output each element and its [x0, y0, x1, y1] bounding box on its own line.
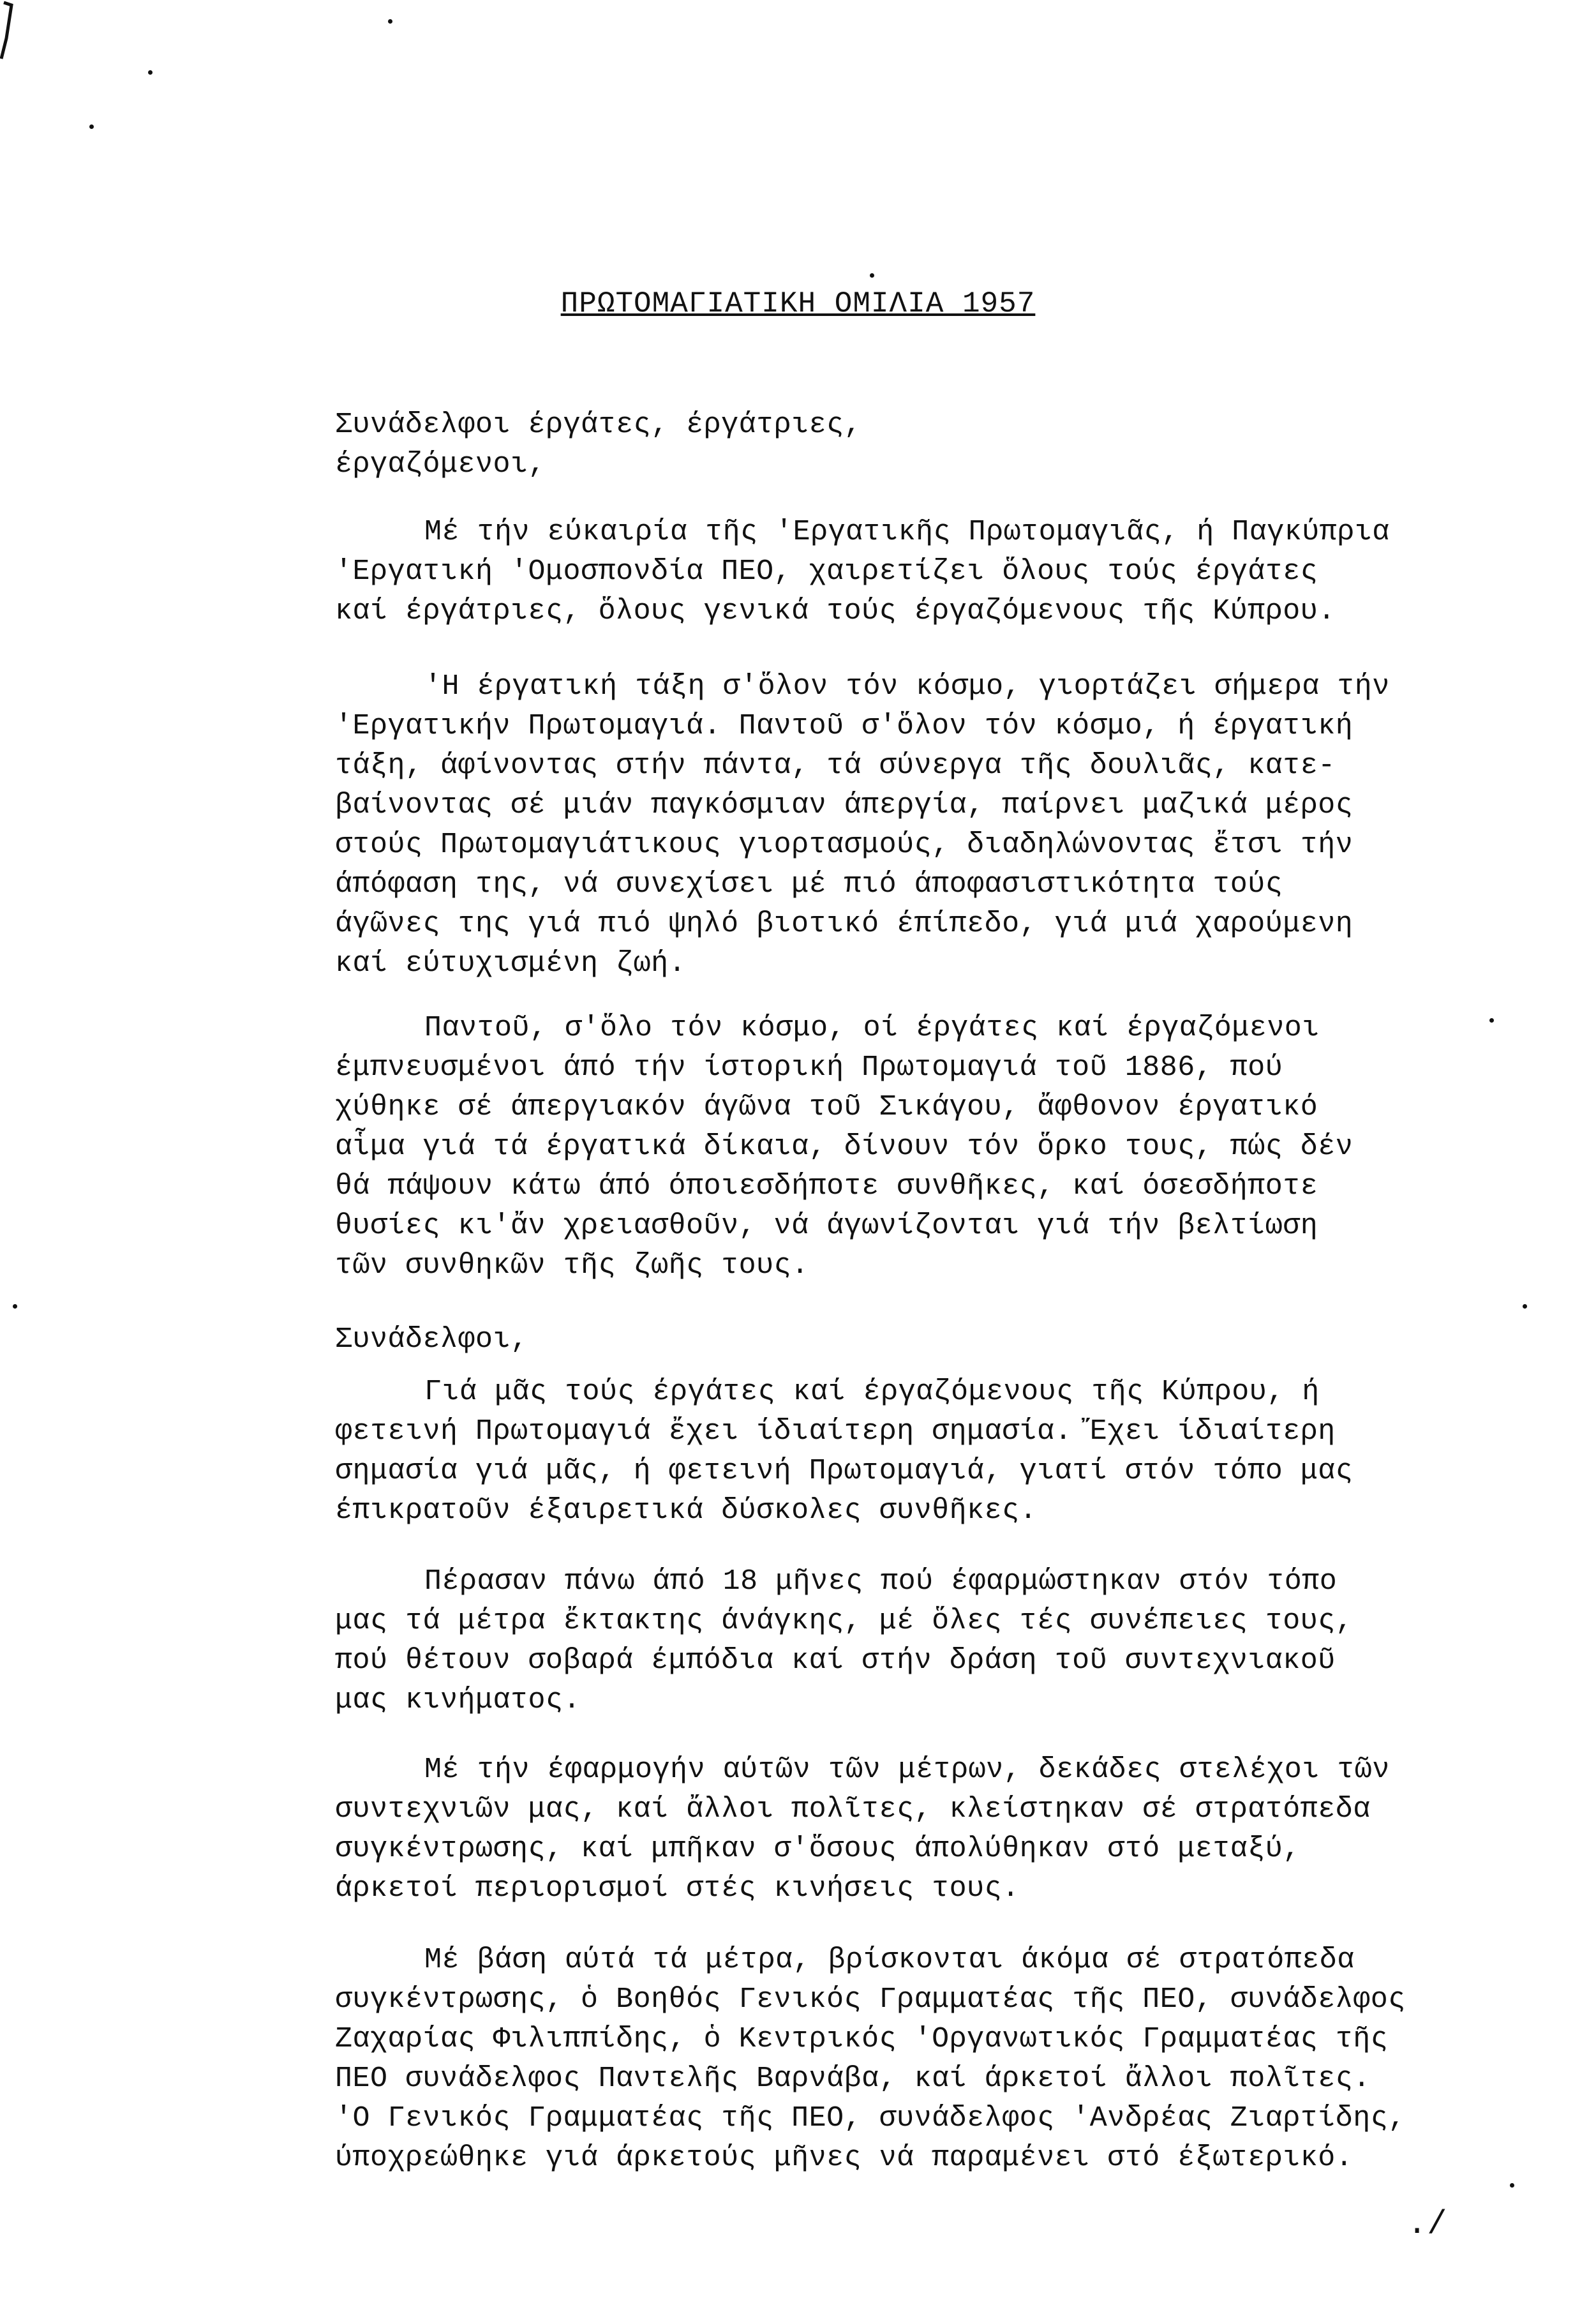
text-line: βαίνοντας σέ μιάν παγκόσμιαν άπεργία, παίρνει μαζικά μέρος	[335, 789, 1354, 822]
page-title: ΠΡΩΤΟΜΑΓΙΑΤΙΚΗ ΟΜΙΛΙΑ 1957	[560, 287, 1036, 320]
text-line: 'Ο Γενικός Γραμματέας τῆς ΠΕΟ, συνάδελφος 'Ανδρέας Ζιαρτίδης,	[335, 2102, 1406, 2135]
text-line: θά πάψουν κάτω άπό όποιεσδήποτε συνθῆκες, καί όσεσδήποτε	[335, 1170, 1318, 1203]
text-line: ΠΕΟ συνάδελφος Παντελῆς Βαρνάβα, καί άρκετοί ἄλλοι πολῖτες.	[335, 2062, 1371, 2095]
scan-speck	[1489, 1018, 1494, 1023]
text-line: πού θέτουν σοβαρά έμπόδια καί στήν δράση τοῦ συντεχνιακοῦ	[335, 1644, 1336, 1677]
text-line: 'Η έργατική τάξη σ'ὅλον τόν κόσμο, γιορτάζει σήμερα τήν	[424, 670, 1390, 703]
text-line: Μέ τήν εύκαιρία τῆς 'Εργατικῆς Πρωτομαγιᾶς, ή Παγκύπρια	[424, 516, 1390, 548]
text-line: Πέρασαν πάνω άπό 18 μῆνες πού έφαρμώστηκαν στόν τόπο	[424, 1565, 1338, 1598]
text-line: ύποχρεώθηκε γιά άρκετούς μῆνες νά παραμένει στό έξωτερικό.	[335, 2142, 1354, 2174]
scan-speck	[13, 1304, 17, 1309]
text-line: άρκετοί περιορισμοί στές κινήσεις τους.	[335, 1872, 1020, 1905]
text-line: χύθηκε σέ άπεργιακόν άγῶνα τοῦ Σικάγου, ἄφθονον έργατικό	[335, 1091, 1318, 1123]
text-line: μας τά μέτρα ἔκτακτης άνάγκης, μέ ὅλες τές συνέπειες τους,	[335, 1605, 1354, 1637]
text-line: στούς Πρωτομαγιάτικους γιορτασμούς, διαδηλώνοντας ἔτσι τήν	[335, 829, 1354, 861]
text-line: Μέ τήν έφαρμογήν αύτῶν τῶν μέτρων, δεκάδες στελέχοι τῶν	[424, 1754, 1390, 1786]
scan-speck	[148, 70, 153, 75]
text-line: τῶν συνθηκῶν τῆς ζωῆς τους.	[335, 1249, 809, 1282]
text-line: συγκέντρωσης, ὁ Βοηθός Γενικός Γραμματέας τῆς ΠΕΟ, συνάδελφος	[335, 1983, 1406, 2016]
scan-speck	[870, 273, 874, 278]
text-line: Συνάδελφοι,	[335, 1323, 528, 1356]
text-line: συντεχνιῶν μας, καί ἄλλοι πολῖτες, κλείστηκαν σέ στρατόπεδα	[335, 1793, 1371, 1826]
text-line: φετεινή Πρωτομαγιά ἔχει ίδιαίτερη σημασία. Ἔχει ίδιαίτερη	[335, 1415, 1336, 1448]
text-line: Συνάδελφοι έργάτες, έργάτριες,	[335, 409, 862, 441]
scan-speck	[1523, 1304, 1527, 1309]
scan-speck	[89, 124, 94, 129]
text-line: μας κινήματος.	[335, 1684, 581, 1716]
handwritten-corner-mark	[0, 0, 26, 64]
continuation-mark: ./	[1407, 2205, 1447, 2243]
text-line: συγκέντρωσης, καί μπῆκαν σ'ὅσους άπολύθηκαν στό μεταξύ,	[335, 1833, 1301, 1865]
text-line: καί εύτυχισμένη ζωή.	[335, 947, 687, 980]
text-line: έπικρατοῦν έξαιρετικά δύσκολες συνθῆκες.	[335, 1494, 1038, 1527]
text-line: Ζαχαρίας Φιλιππίδης, ὁ Κεντρικός 'Οργανωτικός Γραμματέας τῆς	[335, 2023, 1389, 2055]
text-line: καί έργάτριες, ὅλους γενικά τούς έργαζόμενους τῆς Κύπρου.	[335, 595, 1336, 627]
text-line: έργαζόμενοι,	[335, 448, 546, 481]
text-line: άγῶνες της γιά πιό ψηλό βιοτικό έπίπεδο, γιά μιά χαρούμενη	[335, 908, 1354, 940]
text-line: τάξη, άφίνοντας στήν πάντα, τά σύνεργα τῆς δουλιᾶς, κατε-	[335, 749, 1336, 782]
text-line: 'Εργατικήν Πρωτομαγιά. Παντοῦ σ'ὅλον τόν κόσμο, ή έργατική	[335, 710, 1354, 742]
text-line: Παντοῦ, σ'ὅλο τόν κόσμο, οί έργάτες καί έργαζόμενοι	[424, 1012, 1320, 1044]
text-line: άπόφαση της, νά συνεχίσει μέ πιό άποφασιστικότητα τούς	[335, 868, 1283, 901]
text-line: 'Εργατική 'Ομοσπονδία ΠΕΟ, χαιρετίζει ὅλους τούς έργάτες	[335, 555, 1318, 588]
text-line: αἷμα γιά τά έργατικά δίκαια, δίνουν τόν ὅρκο τους, πώς δέν	[335, 1130, 1354, 1163]
scan-speck	[1510, 2183, 1514, 2188]
text-line: Γιά μᾶς τούς έργάτες καί έργαζόμενους τῆς Κύπρου, ή	[424, 1376, 1320, 1408]
text-line: Μέ βάση αύτά τά μέτρα, βρίσκονται άκόμα σέ στρατόπεδα	[424, 1944, 1355, 1976]
scan-speck	[388, 19, 392, 24]
text-line: θυσίες κι'ἄν χρειασθοῦν, νά άγωνίζονται γιά τήν βελτίωση	[335, 1210, 1318, 1242]
text-line: έμπνευσμένοι άπό τήν ίστορική Πρωτομαγιά τοῦ 1886, πού	[335, 1051, 1283, 1084]
text-line: σημασία γιά μᾶς, ή φετεινή Πρωτομαγιά, γιατί στόν τόπο μας	[335, 1455, 1354, 1487]
